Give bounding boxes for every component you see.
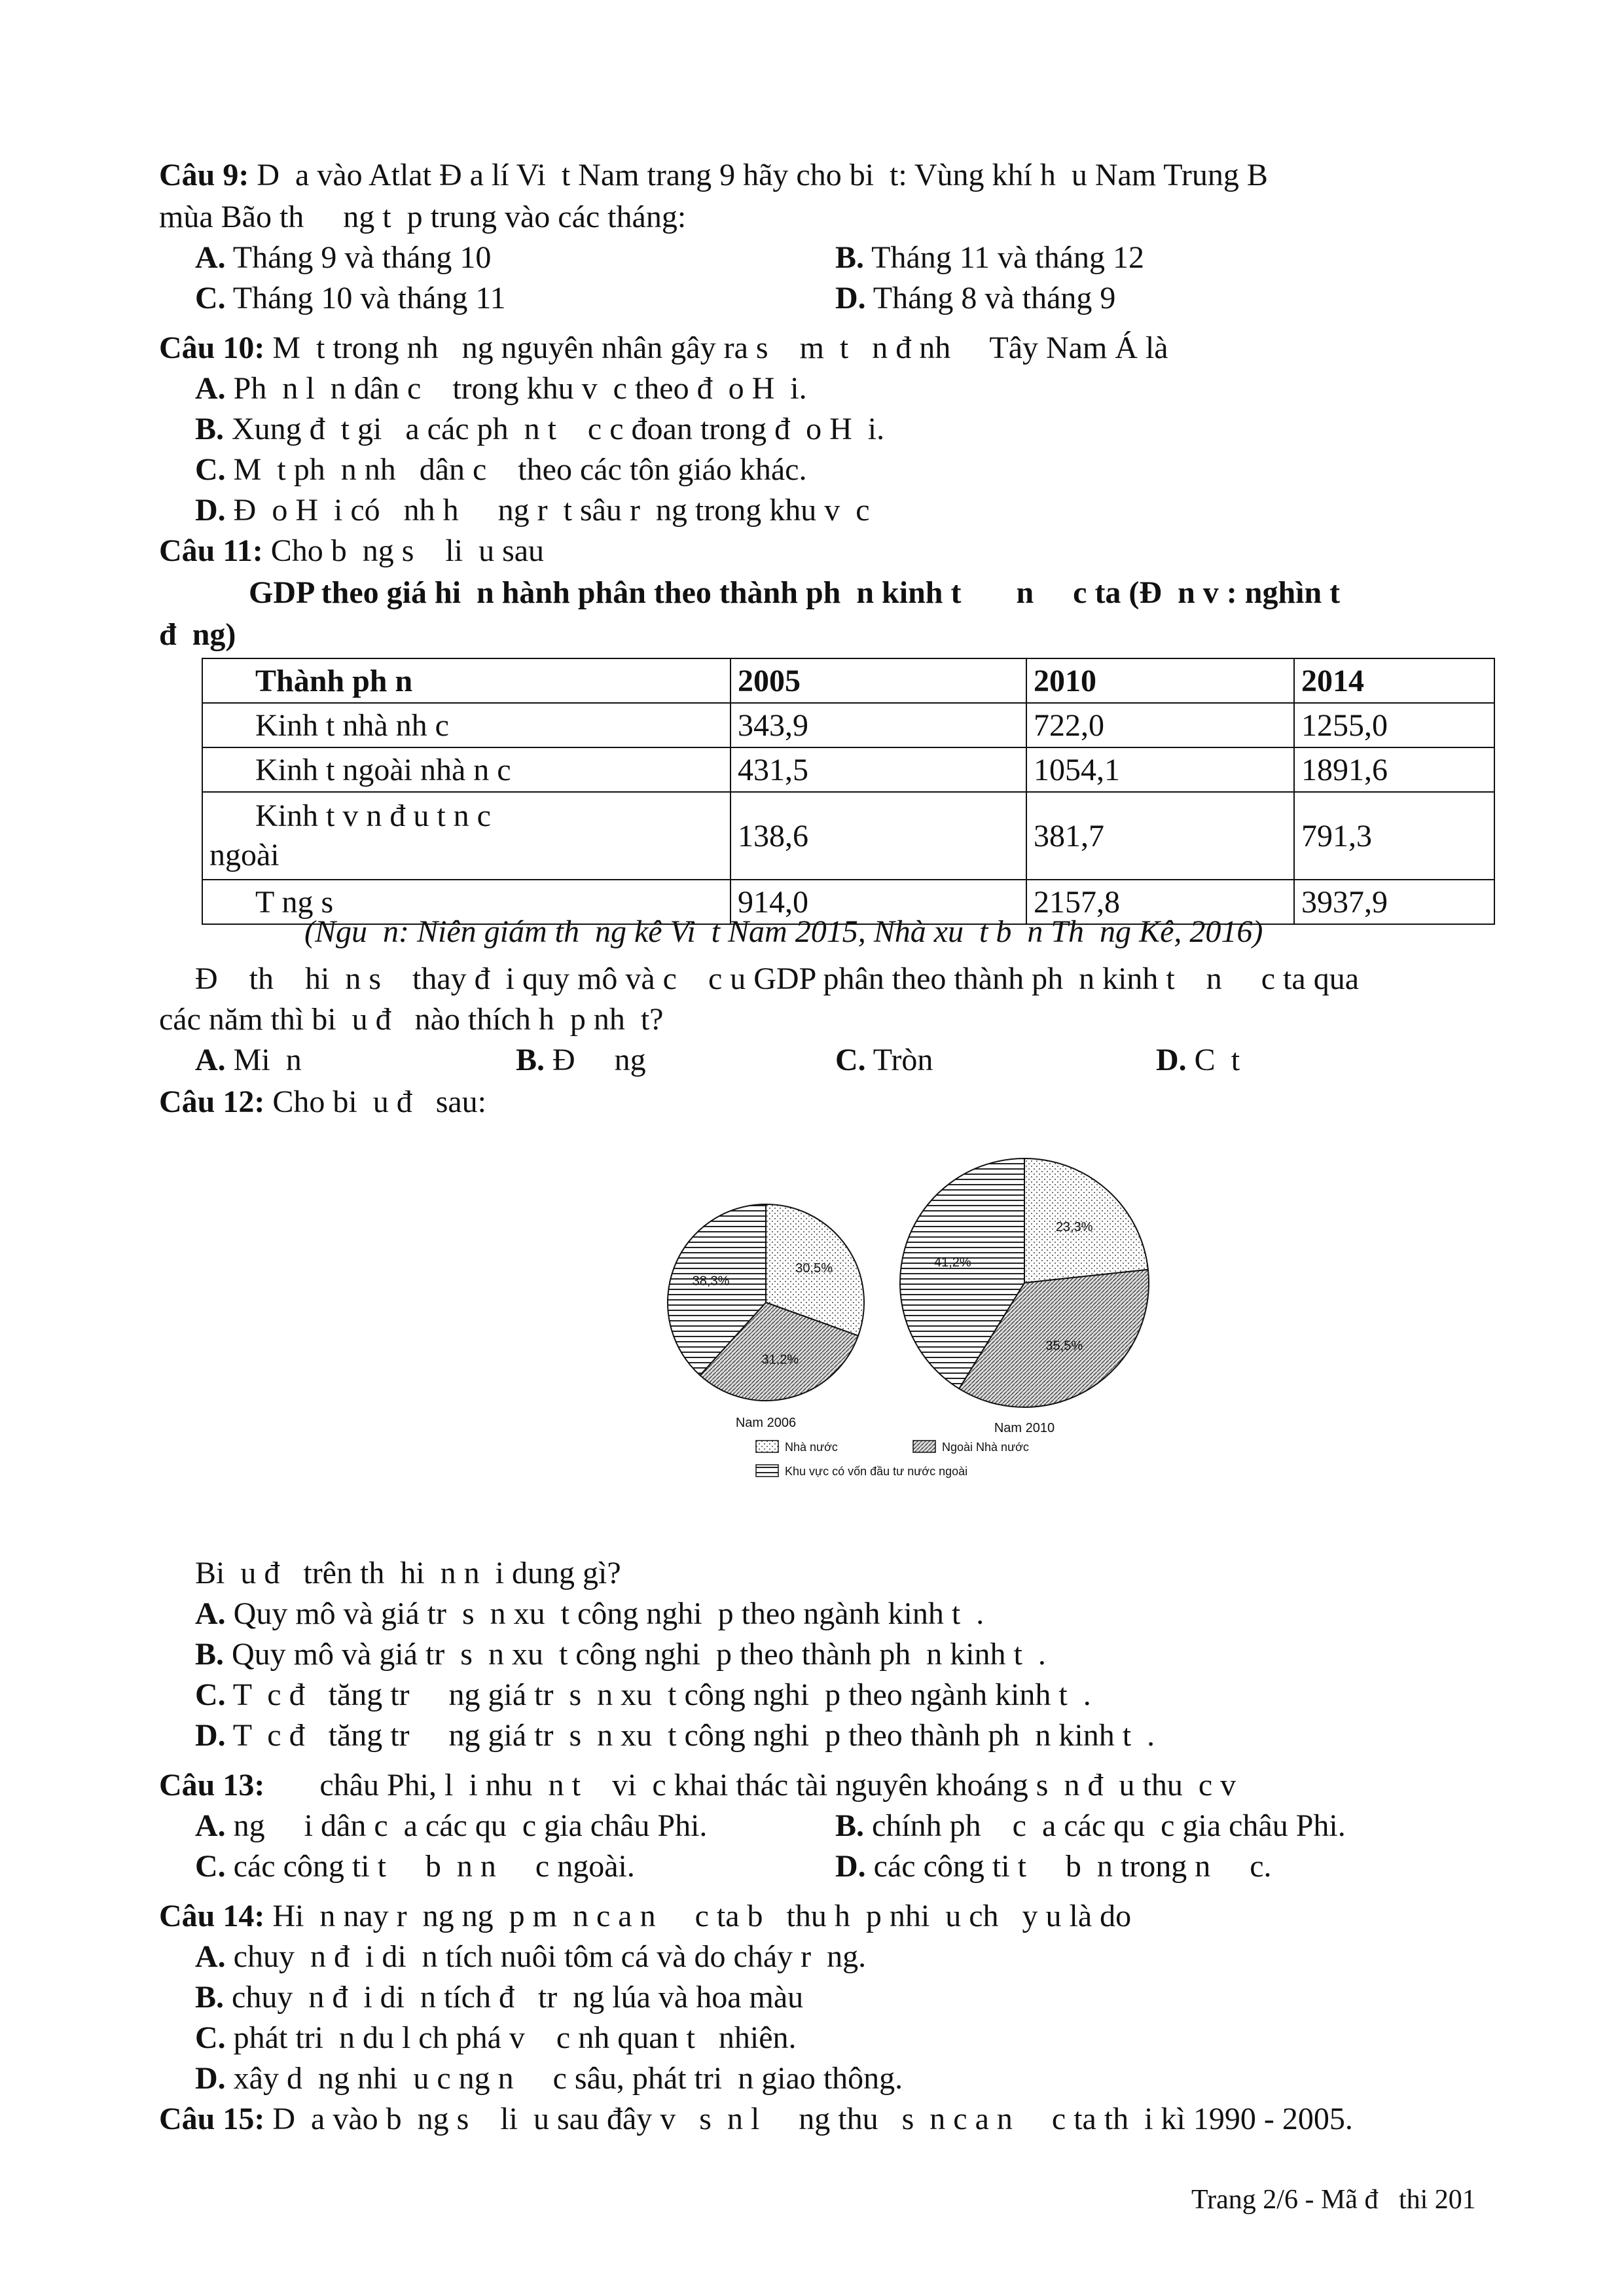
header-cell: Thành ph n [202, 658, 731, 703]
q13-option-d: D. các công ti t b n trong n c. [835, 1849, 1272, 1884]
q15-label: Câu 15: [159, 2102, 265, 2136]
q9-stem-line2: mùa Bão th ng t p trung vào các tháng: [159, 200, 687, 234]
q11-option-c: C. Tròn [835, 1043, 933, 1077]
q9-text: D a vào Atlat Đ a lí Vi t Nam trang 9 hãy cho bi t: Vùng khí h u Nam Trung B [249, 158, 1268, 192]
q14-option-c: C. phát tri n du l ch phá v c nh quan t nhiên. [195, 2020, 797, 2055]
table-cell: Kinh t ngoài nhà n c [202, 747, 731, 792]
q13-label: Câu 13: [159, 1768, 265, 1803]
q9-stem [159, 160, 1268, 191]
table-cell: 2157,8 [1026, 880, 1294, 924]
table-row [202, 703, 1494, 747]
table-cell: Kinh t v n đ u t n c ngoài [202, 792, 731, 880]
legend-swatch [756, 1441, 778, 1452]
q12-option-d: D. T c đ tăng tr ng giá tr s n xu t công nghi p theo thành ph n kinh t . [195, 1718, 1155, 1753]
table-cell: 1255,0 [1294, 703, 1494, 747]
q12-stem: Câu 12: Cho bi u đ sau: [159, 1085, 487, 1119]
q14-label: Câu 14: [159, 1899, 265, 1933]
table-cell: Kinh t nhà nh c [202, 703, 731, 747]
table-cell: 722,0 [1026, 703, 1294, 747]
q12-option-a: A. Quy mô và giá tr s n xu t công nghi p theo ngành kinh t . [195, 1596, 984, 1631]
gdp-table [202, 658, 1495, 925]
q11-option-a: A. Mi n [195, 1043, 302, 1077]
q13-stem: Câu 13: châu Phi, l i nhu n t vi c khai thác tài nguyên khoáng s n đ u thu c v [159, 1768, 1236, 1803]
q10-option-b: B. Xung đ t gi a các ph n t c c đoan trong đ o H i. [195, 412, 885, 446]
pie-chart [661, 1152, 1224, 1518]
slice-label: 30,5% [795, 1261, 833, 1276]
q9-label: Câu 9: [159, 158, 249, 192]
pie-year-label: Nam 2010 [994, 1421, 1055, 1435]
q10-label: Câu 10: [159, 331, 265, 365]
table-cell: 3937,9 [1294, 880, 1494, 924]
pie-year-label: Nam 2006 [735, 1416, 797, 1430]
chart-legend [756, 1441, 1029, 1478]
table-title: GDP theo giá hi n hành phân theo thành ph n kinh t n c ta (Đ n v : nghìn t [249, 575, 1341, 610]
q10-option-c: C. M t ph n nh dân c theo các tôn giáo khác. [195, 452, 807, 487]
q12-option-c: C. T c đ tăng tr ng giá tr s n xu t công nghi p theo ngành kinh t . [195, 1677, 1091, 1712]
page-footer: Trang 2/6 - Mã đ thi 201 [1191, 2185, 1476, 2215]
slice-label: 31,2% [761, 1352, 799, 1367]
q13-option-a: A. ng i dân c a các qu c gia châu Phi. [195, 1808, 708, 1843]
q11-stem: Câu 11: Cho b ng s li u sau [159, 533, 545, 568]
table-cell: T ng s [202, 880, 731, 924]
table-cell: 914,0 [731, 880, 1026, 924]
table-cell: 431,5 [731, 747, 1026, 792]
q9-option-c: C. Tháng 10 và tháng 11 [195, 281, 506, 315]
slice-label: 38,3% [692, 1274, 730, 1289]
q14-option-a: A. chuy n đ i di n tích nuôi tôm cá và do cháy r ng. [195, 1939, 867, 1974]
q10-option-d: D. Đ o H i có nh h ng r t sâu r ng trong khu v c [195, 493, 870, 528]
table-cell: 1054,1 [1026, 747, 1294, 792]
q9-option-b: B. Tháng 11 và tháng 12 [835, 240, 1144, 275]
q11-prompt-line2: các năm thì bi u đ nào thích h p nh t? [159, 1002, 664, 1037]
q11-option-d: D. C t [1156, 1043, 1240, 1077]
table-row [202, 747, 1494, 792]
q14-stem: Câu 14: Hi n nay r ng ng p m n c a n c ta b thu h p nhi u ch y u là do [159, 1899, 1132, 1933]
q15-stem: Câu 15: D a vào b ng s li u sau đây v s n l ng thu s n c a n c ta th i kì 1990 - 2005. [159, 2102, 1353, 2136]
table-title-line2: đ ng) [159, 617, 236, 652]
q9-option-a: A. Tháng 9 và tháng 10 [195, 240, 492, 275]
table-cell: 381,7 [1026, 792, 1294, 880]
legend-label: Ngoài Nhà nước [942, 1441, 1029, 1454]
q14-option-b: B. chuy n đ i di n tích đ tr ng lúa và hoa màu [195, 1980, 804, 2015]
table-cell: 1891,6 [1294, 747, 1494, 792]
header-cell: 2010 [1026, 658, 1294, 703]
table-cell: 343,9 [731, 703, 1026, 747]
table-row [202, 792, 1494, 880]
table-cell: 791,3 [1294, 792, 1494, 880]
slice-label: 23,3% [1055, 1220, 1093, 1235]
q13-option-b: B. chính ph c a các qu c gia châu Phi. [835, 1808, 1346, 1843]
q9-option-d: D. Tháng 8 và tháng 9 [835, 281, 1116, 315]
q10-option-a: A. Ph n l n dân c trong khu v c theo đ o H i. [195, 371, 807, 406]
q11-prompt: Đ th hi n s thay đ i quy mô và c c u GDP phân theo thành ph n kinh t n c ta qua [195, 961, 1359, 996]
legend-label: Khu vực có vốn đầu tư nước ngoài [785, 1465, 968, 1478]
q12-label: Câu 12: [159, 1085, 265, 1119]
q13-option-c: C. các công ti t b n n c ngoài. [195, 1849, 635, 1884]
header-cell: 2005 [731, 658, 1026, 703]
q11-label: Câu 11: [159, 533, 263, 568]
slice-label: 35,5% [1045, 1338, 1083, 1354]
q10-stem: Câu 10: M t trong nh ng nguyên nhân gây ra s m t n đ nh Tây Nam Á là [159, 331, 1168, 365]
slice-label: 41,2% [933, 1255, 971, 1270]
header-cell: 2014 [1294, 658, 1494, 703]
q12-option-b: B. Quy mô và giá tr s n xu t công nghi p theo thành ph n kinh t . [195, 1637, 1046, 1672]
q11-option-b: B. Đ ng [516, 1043, 646, 1077]
table-cell: 138,6 [731, 792, 1026, 880]
q14-option-d: D. xây d ng nhi u c ng n c sâu, phát tri n giao thông. [195, 2061, 903, 2096]
legend-label: Nhà nước [785, 1441, 838, 1454]
legend-swatch [913, 1441, 935, 1452]
table-source: (Ngu n: Niên giám th ng kê Vi t Nam 2015, Nhà xu t b n Th ng Kê, 2016) [304, 914, 1263, 949]
legend-swatch [756, 1465, 778, 1477]
q12-question: Bi u đ trên th hi n n i dung gì? [195, 1556, 621, 1590]
table-header-row [202, 658, 1494, 703]
